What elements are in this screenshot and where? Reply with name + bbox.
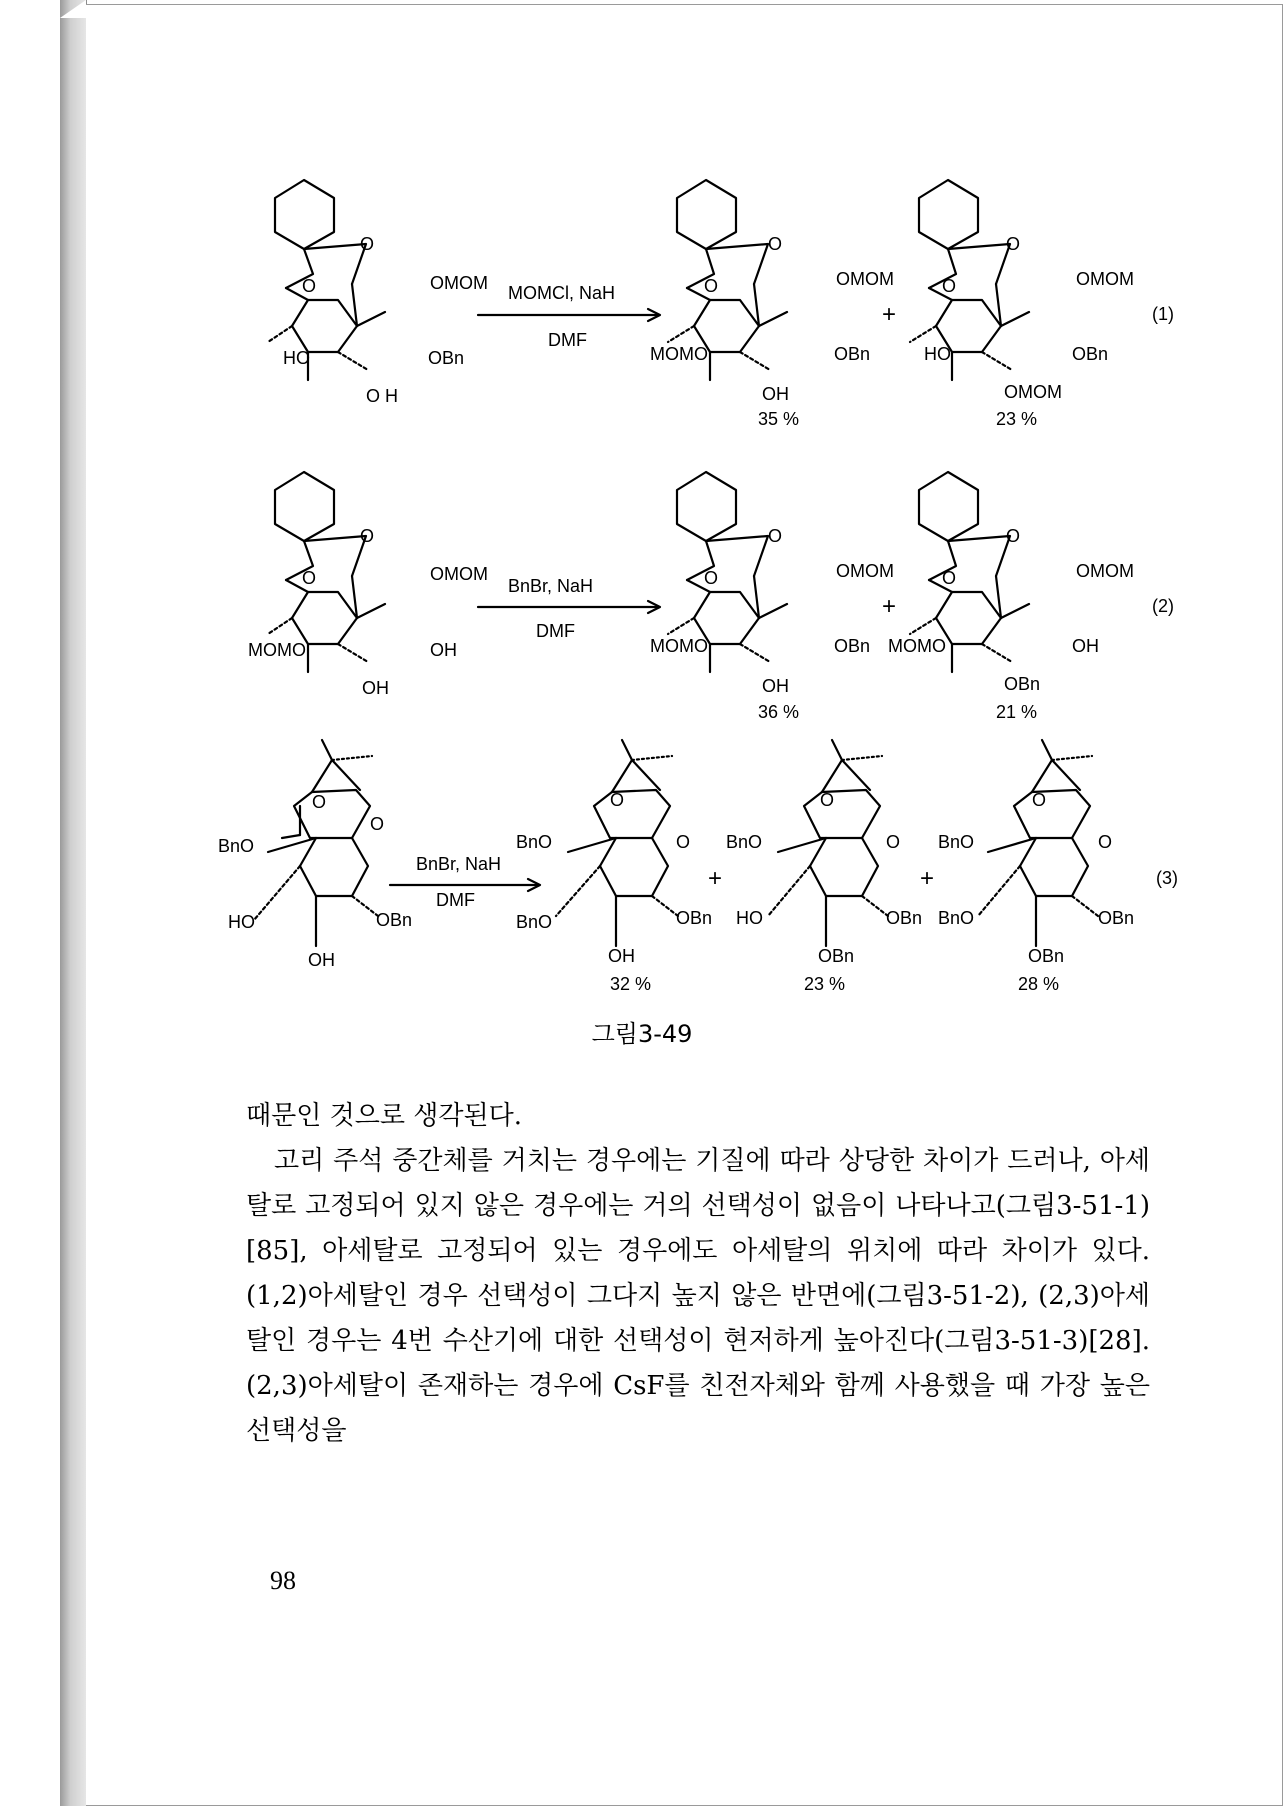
label-r3-p1-upper-left: BnO: [516, 832, 553, 852]
label-r2-p1-upper: OMOM: [836, 561, 894, 581]
paragraph-main: 고리 주석 중간체를 거치는 경우에는 기질에 따라 상당한 차이가 드러나, 아세탈로 고정되어 있지 않은 경우에는 거의 선택성이 없음이 나타나고(그림3-51-1)[85], 아세탈로 고정되어 있는 경우에도 아세탈의 위치에 따라 차이가 있다. (1,2)아세탈인 경우 선택성이 그다지 높지 않은 반면에(그림3-51-2), (2,3)아세탈인 경우는 4번 수산기에 대한 선택성이 현저하게 높아진다(그림3-51-3)[28]. (2,3)아세탈이 존재하는 경우에 CsF를 친전자체와 함께 사용했을 때 가장 높은 선택성을: [246, 1146, 1150, 1446]
reagent-r2-bottom: DMF: [536, 621, 575, 641]
label-r2-p2-oxygen-left: O: [942, 568, 957, 588]
paragraph-continuation: 때문인 것으로 생각된다.: [246, 1101, 522, 1131]
molecule-r3-start: [254, 740, 378, 946]
label-r2-start-lower-left: MOMO: [248, 640, 306, 660]
reaction-number-3: (3): [1156, 868, 1178, 888]
label-r2-start-oxygen-left: O: [302, 568, 317, 588]
label-r3-p3-bottom: OBn: [1028, 946, 1065, 966]
yield-r1-p1: 35 %: [758, 409, 800, 429]
yield-r3-p3: 28 %: [1018, 974, 1060, 994]
label-r3-start-bottom: OH: [308, 950, 335, 970]
plus-r3-a: +: [708, 865, 723, 892]
label-r1-start-lower-right: OBn: [428, 348, 465, 368]
label-r3-p1-oxygen-left: O: [610, 790, 625, 810]
label-r1-p2-oxygen-right: O: [1006, 234, 1021, 254]
label-r1-start-lower-left: HO: [283, 348, 310, 368]
yield-r3-p2: 23 %: [804, 974, 846, 994]
plus-r2: +: [882, 593, 897, 620]
label-r3-p1-oxygen-right: O: [676, 832, 691, 852]
plus-r3-b: +: [920, 865, 935, 892]
label-r3-p1-bottom: OH: [608, 946, 635, 966]
label-r2-p2-bottom: OBn: [1004, 674, 1041, 694]
label-r2-p1-bottom: OH: [762, 676, 789, 696]
label-r3-start-oxygen-right: O: [370, 814, 385, 834]
label-r1-p2-bottom: OMOM: [1004, 382, 1062, 402]
page-number: 98: [270, 1566, 296, 1595]
label-r3-p3-upper-left: BnO: [938, 832, 975, 852]
label-r2-p2-lower-left: MOMO: [888, 636, 946, 656]
label-r2-p1-lower-right: OBn: [834, 636, 871, 656]
reagent-r1-bottom: DMF: [548, 330, 587, 350]
label-r1-p1-upper: OMOM: [836, 269, 894, 289]
label-r3-p3-oxygen-right: O: [1098, 832, 1113, 852]
label-r2-p2-upper: OMOM: [1076, 561, 1134, 581]
label-r1-p2-oxygen-left: O: [942, 276, 957, 296]
label-r1-p1-bottom: OH: [762, 384, 789, 404]
label-r3-p3-oxygen-left: O: [1032, 790, 1047, 810]
molecule-r3-product2: [768, 740, 888, 946]
label-r2-p1-oxygen-left: O: [704, 568, 719, 588]
label-r1-p2-lower-right: OBn: [1072, 344, 1109, 364]
label-r3-p2-upper-left: BnO: [726, 832, 763, 852]
label-r2-start-lower-right: OH: [430, 640, 457, 660]
reaction-number-2: (2): [1152, 596, 1174, 616]
label-r1-start-oxygen-left: O: [302, 276, 317, 296]
label-r2-p1-oxygen-right: O: [768, 526, 783, 546]
label-r2-start-bottom: OH: [362, 678, 389, 698]
label-r1-start-bottom: O H: [366, 386, 399, 406]
label-r1-p1-lower-right: OBn: [834, 344, 871, 364]
molecule-r3-product3: [978, 740, 1098, 946]
label-r1-p1-oxygen-left: O: [704, 276, 719, 296]
reagent-r3-top: BnBr, NaH: [416, 854, 502, 874]
label-r3-p3-lower-right: OBn: [1098, 908, 1135, 928]
label-r3-p2-bottom: OBn: [818, 946, 855, 966]
label-r3-start-lower-right: OBn: [376, 910, 413, 930]
label-r2-p1-lower-left: MOMO: [650, 636, 708, 656]
label-r3-p2-oxygen-left: O: [820, 790, 835, 810]
body-text: [246, 1094, 1150, 1454]
label-r3-p2-oxygen-right: O: [886, 832, 901, 852]
label-r1-start-oxygen-right: O: [360, 234, 375, 254]
label-r2-p2-oxygen-right: O: [1006, 526, 1021, 546]
label-r3-start-lower-left: HO: [228, 912, 255, 932]
yield-r1-p2: 23 %: [996, 409, 1038, 429]
label-r3-start-upper-left: BnO: [218, 836, 255, 856]
label-r1-start-upper: OMOM: [430, 273, 488, 293]
yield-r3-p1: 32 %: [610, 974, 652, 994]
reaction-number-1: (1): [1152, 304, 1174, 324]
reagent-r3-bottom: DMF: [436, 890, 475, 910]
molecule-r3-product1: [556, 740, 678, 946]
label-r1-p2-lower-left: HO: [924, 344, 951, 364]
reagent-r2-top: BnBr, NaH: [508, 576, 594, 596]
plus-r1: +: [882, 301, 897, 328]
label-r1-p1-lower-left: MOMO: [650, 344, 708, 364]
yield-r2-p1: 36 %: [758, 702, 800, 722]
label-r3-p3-lower-left: BnO: [938, 908, 975, 928]
label-r2-start-upper: OMOM: [430, 564, 488, 584]
label-r3-p1-lower-right: OBn: [676, 908, 713, 928]
label-r2-p2-lower-right: OH: [1072, 636, 1099, 656]
figure-caption: 그림3-49: [591, 1020, 693, 1048]
label-r1-p2-upper: OMOM: [1076, 269, 1134, 289]
label-r3-p2-lower-right: OBn: [886, 908, 923, 928]
yield-r2-p2: 21 %: [996, 702, 1038, 722]
label-r3-start-oxygen-left: O: [312, 792, 327, 812]
label-r3-p1-lower-left: BnO: [516, 912, 553, 932]
label-r1-p1-oxygen-right: O: [768, 234, 783, 254]
label-r2-start-oxygen-right: O: [360, 526, 375, 546]
label-r3-p2-lower-left: HO: [736, 908, 763, 928]
reagent-r1-top: MOMCl, NaH: [508, 283, 615, 303]
